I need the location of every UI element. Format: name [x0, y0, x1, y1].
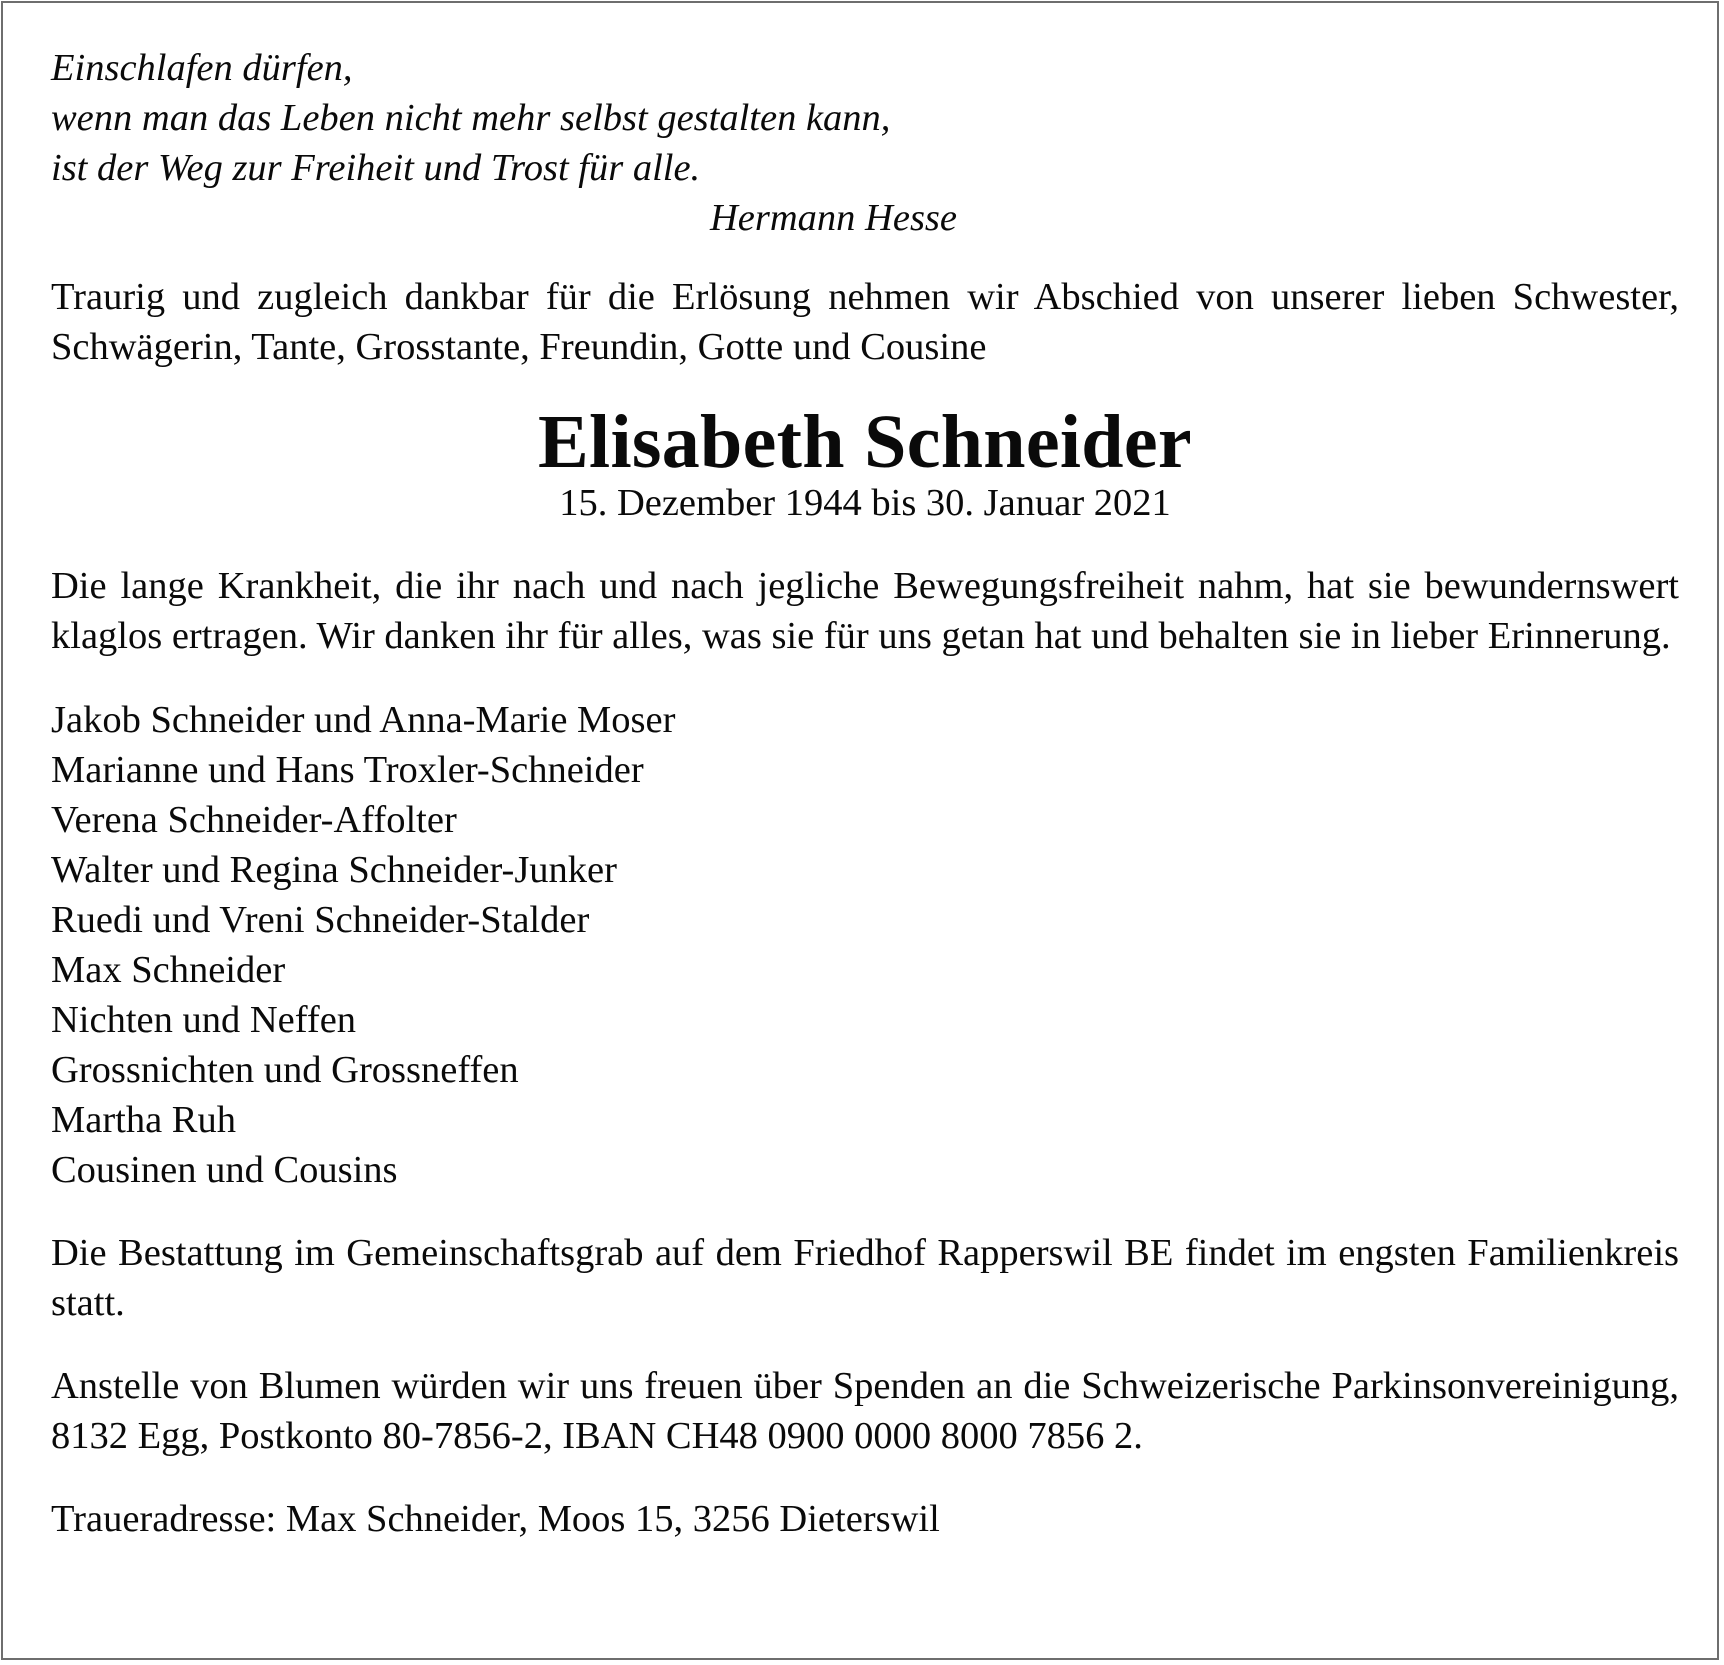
poem-quote [51, 43, 957, 243]
mourner-entry: Walter und Regina Schneider-Junker [51, 849, 617, 891]
mourner-entry: Grossnichten und Grossneffen [51, 1049, 519, 1091]
mourner-entry: Cousinen und Cousins [51, 1149, 398, 1191]
obituary-frame [1, 1, 1719, 1660]
donation-paragraph: Anstelle von Blumen würden wir uns freuen über Spenden an die Schweizerische Parkinsonvereinigung, 8132 Egg, Postkonto 80-7856-2, IBAN CH48 0900 0000 8000 7856 2. [51, 1365, 1679, 1457]
intro-paragraph: Traurig und zugleich dankbar für die Erlösung nehmen wir Abschied von unserer lieben Schwester, Schwägerin, Tante, Grosstante, Freundin, Gotte und Cousine [51, 276, 1679, 368]
poem-line: Einschlafen dürfen, [51, 47, 353, 89]
deceased-name: Elisabeth Schneider [538, 400, 1192, 484]
obituary-content [51, 43, 1679, 1583]
mourner-entry: Jakob Schneider und Anna-Marie Moser [51, 699, 676, 741]
mourners-list [51, 695, 1679, 1195]
mourner-entry: Max Schneider [51, 949, 286, 991]
poem-line: wenn man das Leben nicht mehr selbst gestalten kann, [51, 97, 891, 139]
mourning-address: Traueradresse: Max Schneider, Moos 15, 3256 Dieterswil [51, 1498, 940, 1540]
illness-paragraph: Die lange Krankheit, die ihr nach und nach jegliche Bewegungsfreiheit nahm, hat sie bewundernswert klaglos ertragen. Wir danken ihr für alles, was sie für uns getan hat und behalten sie in lieber Erinnerung. [51, 565, 1679, 657]
funeral-paragraph: Die Bestattung im Gemeinschaftsgrab auf dem Friedhof Rapperswil BE findet im engsten Familienkreis statt. [51, 1232, 1679, 1324]
poem-author: Hermann Hesse [710, 197, 957, 239]
mourner-entry: Nichten und Neffen [51, 999, 357, 1041]
poem-line: ist der Weg zur Freiheit und Trost für alle. [51, 147, 701, 189]
mourner-entry: Ruedi und Vreni Schneider-Stalder [51, 899, 590, 941]
mourner-entry: Verena Schneider-Affolter [51, 799, 457, 841]
mourner-entry: Marianne und Hans Troxler-Schneider [51, 749, 644, 791]
mourner-entry: Martha Ruh [51, 1099, 236, 1141]
life-dates: 15. Dezember 1944 bis 30. Januar 2021 [559, 482, 1171, 524]
